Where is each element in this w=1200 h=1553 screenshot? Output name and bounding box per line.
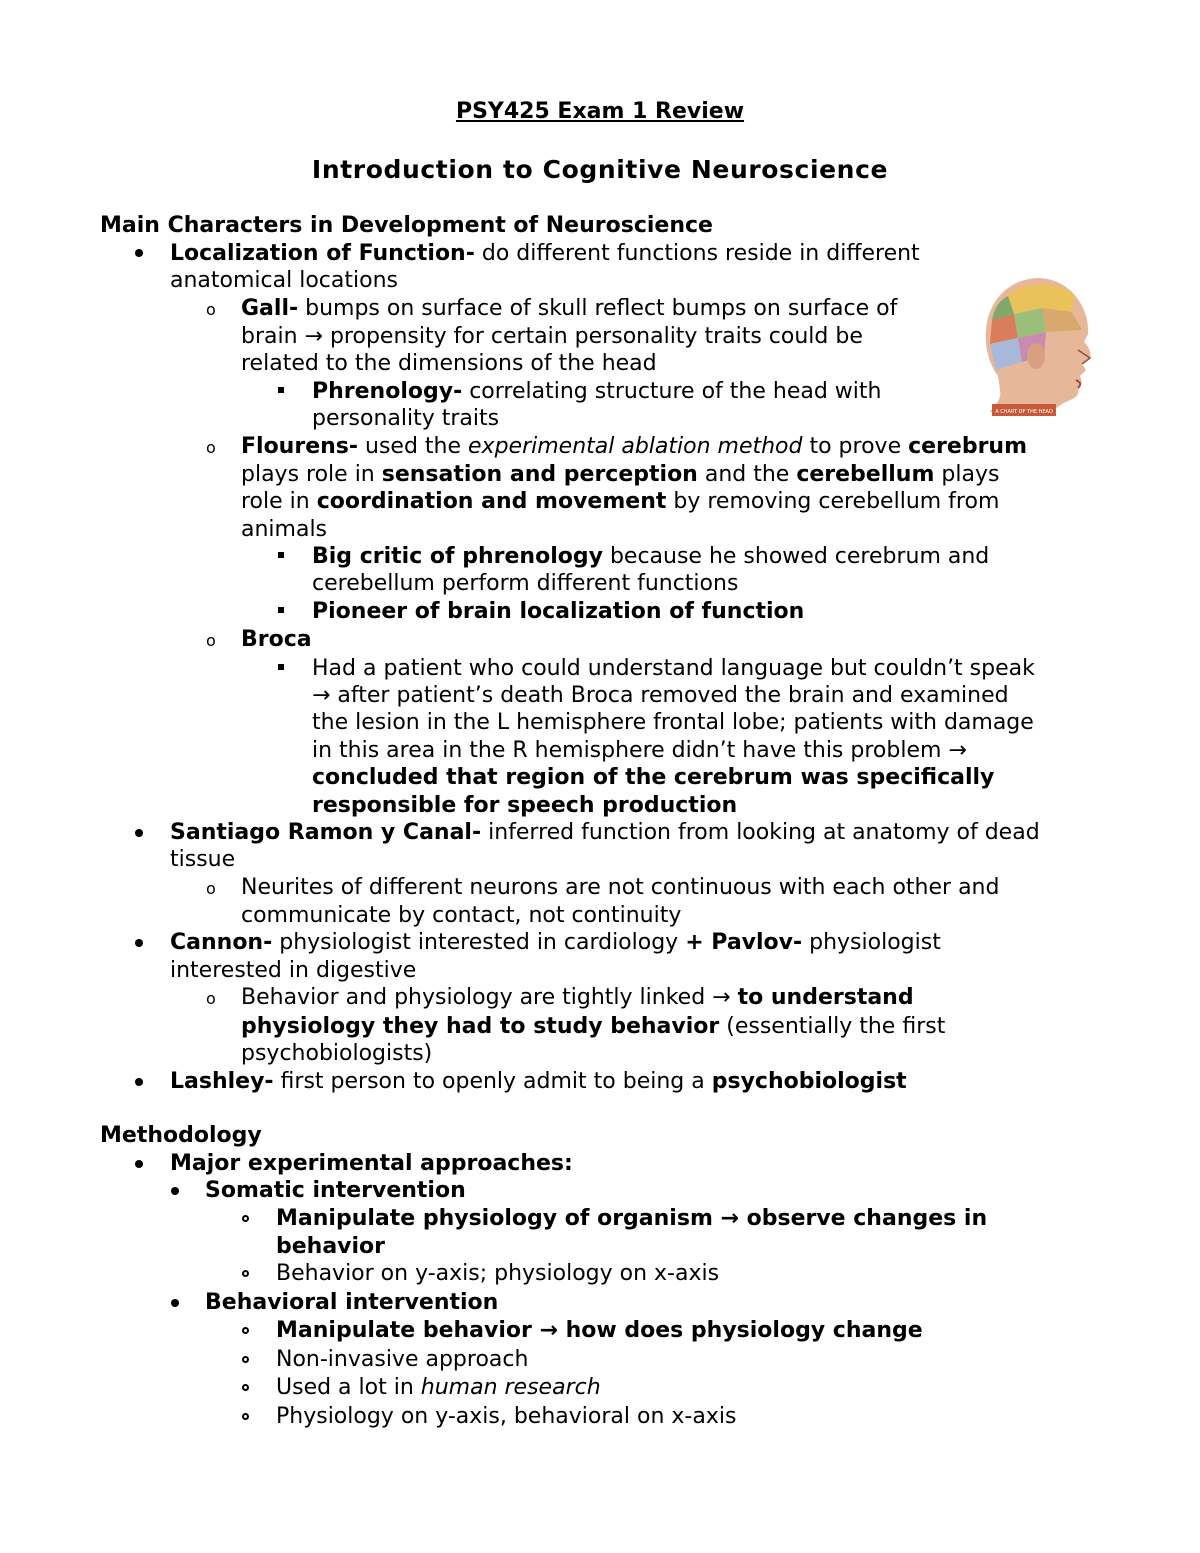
list-item-lashley: Lashley- first person to openly admit to being a psychobiologist [170, 1069, 907, 1094]
bullet-circle-icon: o [206, 438, 216, 457]
head-caption: A CHART OF THE HEAD [995, 409, 1053, 415]
bullet-dot [135, 939, 143, 947]
list-item-broca-detail-cont4: concluded that region of the cerebrum was specifically [312, 765, 995, 790]
bullet-ring-icon [242, 1327, 249, 1334]
list-item-broca-detail: Had a patient who could understand language but couldn’t speak [312, 656, 1035, 681]
list-item-localization-cont: anatomical locations [170, 268, 398, 293]
list-item-flourens-cont3: animals [241, 517, 328, 542]
list-item-broca: Broca [241, 627, 312, 652]
list-item-broca-detail-cont2: the lesion in the L hemisphere frontal lobe; patients with damage [312, 710, 1034, 735]
list-item-santiago: Santiago Ramon y Canal- inferred function from looking at anatomy of dead [170, 820, 1040, 845]
list-item-behavioral: Behavioral intervention [205, 1290, 499, 1315]
list-item-neurites: Neurites of different neurons are not continuous with each other and [241, 875, 1000, 900]
bullet-circle-icon: o [206, 300, 216, 319]
bullet-circle-icon: o [206, 989, 216, 1008]
list-item-critic-cont: cerebellum perform different functions [312, 571, 739, 596]
list-item-somatic-detail: Manipulate physiology of organism → observe changes in [276, 1206, 988, 1231]
list-item-cannon-cont: interested in digestive [170, 958, 417, 983]
list-item-somatic-detail-cont: behavior [276, 1234, 386, 1259]
list-item-cannon: Cannon- physiologist interested in cardiology + Pavlov- physiologist [170, 930, 941, 955]
list-item-gall-cont2: related to the dimensions of the head [241, 351, 657, 376]
bullet-dot [135, 1078, 143, 1086]
list-item-critic: Big critic of phrenology because he showed cerebrum and [312, 544, 990, 569]
bullet-dot [171, 1299, 179, 1307]
list-item-flourens: Flourens- used the experimental ablation method to prove cerebrum [241, 434, 1028, 459]
list-item-phrenology-cont: personality traits [312, 406, 500, 431]
document-subtitle: Introduction to Cognitive Neuroscience [311, 155, 889, 184]
list-item-human-research: Used a lot in human research [276, 1375, 601, 1400]
bullet-square-icon [278, 552, 284, 558]
bullet-dot [171, 1187, 179, 1195]
list-item-behavior-link-cont2: psychobiologists) [241, 1041, 433, 1066]
list-item-neurites-cont: communicate by contact, not continuity [241, 903, 682, 928]
bullet-square-icon [278, 664, 284, 670]
list-item-phrenology: Phrenology- correlating structure of the head with [312, 379, 882, 404]
list-item-localization: Localization of Function- do different functions reside in different [170, 241, 920, 266]
bullet-ring-icon [242, 1215, 249, 1222]
bullet-ring-icon [242, 1413, 249, 1420]
list-item-pioneer: Pioneer of brain localization of function [312, 599, 805, 624]
list-item-gall: Gall- bumps on surface of skull reflect bumps on surface of [241, 296, 898, 321]
list-item-santiago-cont: tissue [170, 847, 236, 872]
bullet-square-icon [278, 387, 284, 393]
list-item-approaches: Major experimental approaches: [170, 1151, 573, 1176]
bullet-ring-icon [242, 1384, 249, 1391]
list-item-behavioral-axis: Physiology on y-axis, behavioral on x-axis [276, 1404, 737, 1429]
list-item-somatic-axis: Behavior on y-axis; physiology on x-axis [276, 1261, 720, 1286]
bullet-circle-icon: o [206, 879, 216, 898]
list-item-broca-detail-cont1: → after patient’s death Broca removed the brain and examined [312, 683, 1009, 708]
bullet-ring-icon [242, 1270, 249, 1277]
phrenology-head-image [978, 272, 1102, 420]
list-item-noninvasive: Non-invasive approach [276, 1347, 529, 1372]
bullet-dot [135, 829, 143, 837]
bullet-dot [135, 249, 143, 257]
document-title: PSY425 Exam 1 Review [455, 99, 745, 124]
list-item-broca-detail-cont3: in this area in the R hemisphere didn’t have this problem → [312, 738, 967, 763]
list-item-behavior-link: Behavior and physiology are tightly linked → to understand [241, 985, 914, 1010]
bullet-ring-icon [242, 1356, 249, 1363]
bullet-dot [135, 1160, 143, 1168]
section-heading-methodology: Methodology [100, 1123, 262, 1148]
bullet-circle-icon: o [206, 631, 216, 650]
section-heading-main-characters: Main Characters in Development of Neuroscience [100, 213, 713, 238]
list-item-gall-cont1: brain → propensity for certain personality traits could be [241, 324, 863, 349]
list-item-behavior-link-cont1: physiology they had to study behavior (essentially the first [241, 1014, 946, 1039]
list-item-flourens-cont2: role in coordination and movement by removing cerebellum from [241, 489, 1000, 514]
list-item-behavioral-detail: Manipulate behavior → how does physiology change [276, 1318, 923, 1343]
bullet-square-icon [278, 607, 284, 613]
list-item-somatic: Somatic intervention [205, 1178, 466, 1203]
list-item-broca-detail-cont5: responsible for speech production [312, 793, 738, 818]
list-item-flourens-cont1: plays role in sensation and perception and the cerebellum plays [241, 462, 1000, 487]
